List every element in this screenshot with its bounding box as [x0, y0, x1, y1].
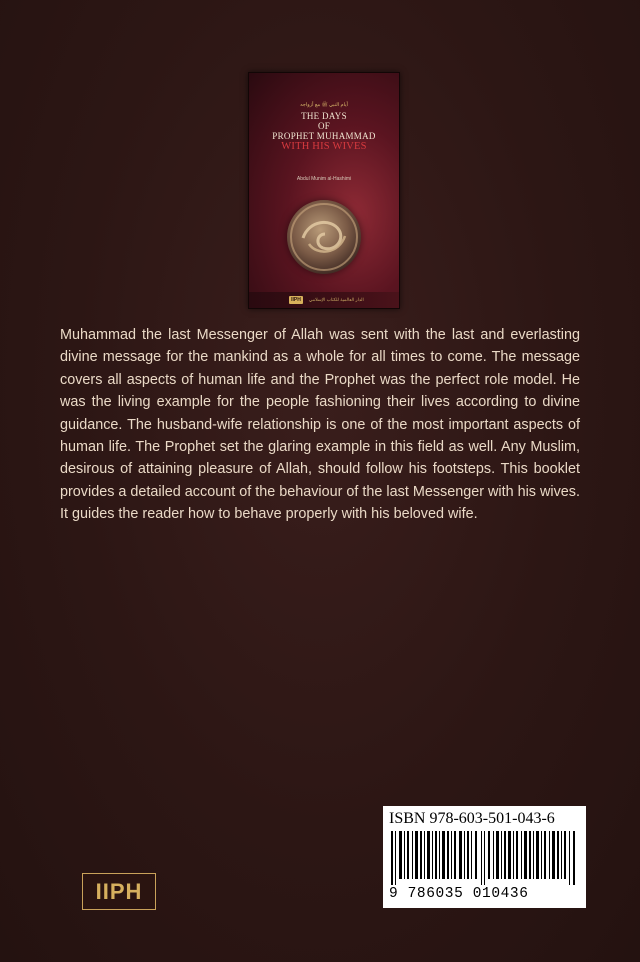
cover-publisher-logo — [289, 296, 303, 304]
cover-publisher-arabic: الدار العالمية للكتاب الإسلامي — [309, 297, 364, 302]
cover-title-line-2: OF — [317, 121, 331, 131]
cover-title-line-1: THE DAYS — [301, 111, 347, 121]
isbn-label: ISBN 978-603-501-043-6 — [389, 810, 555, 827]
cover-publisher-mark: IIPH — [291, 297, 301, 303]
cover-author: Abdul Munim al-Hashimi — [296, 176, 352, 182]
cover-title-line-3: PROPHET MUHAMMAD — [272, 131, 376, 141]
publisher-logo — [82, 873, 156, 910]
cover-title-line-4: WITH HIS WIVES — [281, 141, 367, 152]
book-cover-thumbnail — [248, 72, 400, 309]
barcode-icon — [389, 831, 581, 885]
isbn-barcode-box — [383, 806, 586, 908]
barcode-digits: 9 786035 010436 — [389, 886, 529, 902]
cover-arabic-title: أيام النبي ﷺ مع أزواجه — [300, 102, 348, 108]
ornament-medallion-icon — [287, 200, 361, 274]
cover-title-top — [249, 111, 399, 131]
book-description: Muhammad the last Messenger of Allah was sent with the last and everlasting divine message for the mankind as a whole for all times to come. The message covers all aspects of human life and the Prophet was the perfect role model. He was the living example for the people fashioning their lives according to divine guidance. The husband-wife relationship is one of the most important aspects of human life. The Prophet set the glaring example in this field as well. Any Muslim, desirous of attaining pleasure of Allah, should follow his footsteps. This booklet provides a detailed account of the behaviour of the last Messenger with his wives. It guides the reader how to behave properly with his beloved wife. — [60, 327, 580, 523]
publisher-logo-text: IIPH — [95, 878, 143, 904]
